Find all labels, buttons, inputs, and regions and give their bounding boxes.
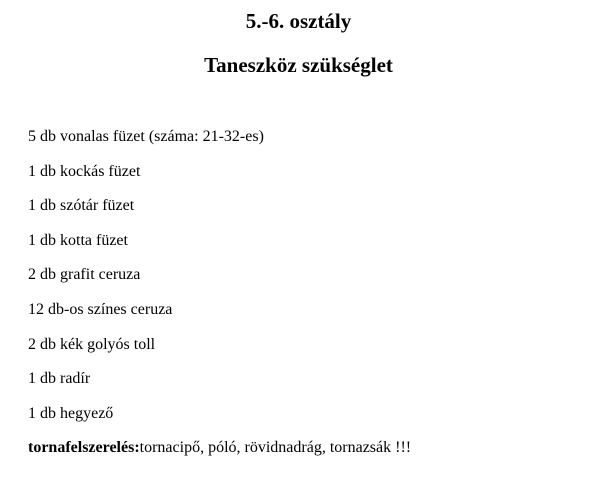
list-item: 12 db-os színes ceruza: [28, 300, 173, 318]
list-item: 2 db grafit ceruza: [28, 266, 141, 284]
list-item: 1 db kockás füzet: [28, 162, 141, 180]
list-item: 1 db hegyező: [28, 404, 114, 422]
supplies-title: Taneszköz szükséglet: [204, 53, 393, 77]
class-title: 5.-6. osztály: [245, 9, 352, 33]
list-item: 1 db szótár füzet: [28, 197, 135, 215]
supply-list: [28, 125, 411, 471]
list-item-pe-equipment: [28, 436, 411, 471]
list-item: 2 db kék golyós toll: [28, 335, 156, 353]
list-item: 1 db radír: [28, 370, 91, 388]
pe-equipment-label: tornafelszerelés:: [28, 439, 140, 457]
list-item: 5 db vonalas füzet (száma: 21-32-es): [28, 128, 264, 145]
pe-equipment-text: tornacipő, póló, rövidnadrág, tornazsák !!!: [139, 439, 412, 457]
list-item: 1 db kotta füzet: [28, 231, 128, 249]
